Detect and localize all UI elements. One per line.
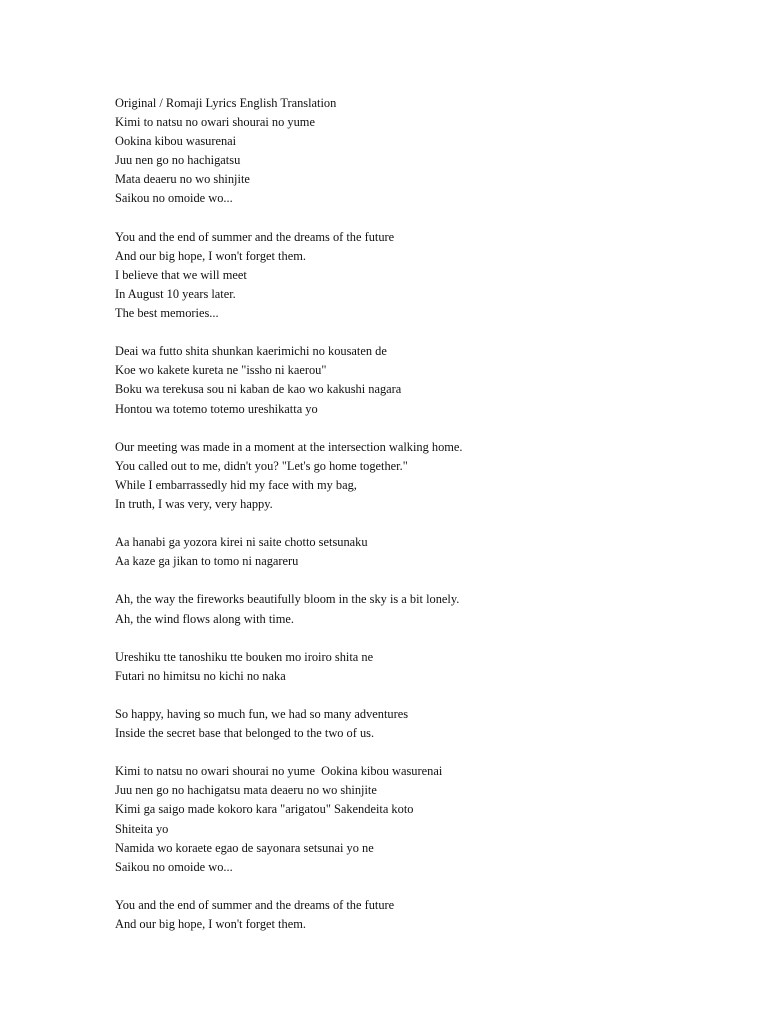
stanza-1-romaji xyxy=(115,113,735,208)
stanza-gap xyxy=(115,686,735,705)
lyric-line: Saikou no omoide wo... xyxy=(115,859,233,874)
lyric-line: You and the end of summer and the dreams of the future xyxy=(115,897,395,912)
lyric-line: In August 10 years later. xyxy=(115,286,236,301)
stanza-3-translation xyxy=(115,590,735,628)
lyric-line: Namida wo koraete egao de sayonara setsunai yo ne xyxy=(115,840,374,855)
stanza-gap xyxy=(115,209,735,228)
lyric-line: Kimi to natsu no owari shourai no yume Ookina kibou wasurenai xyxy=(115,764,443,779)
lyric-line: Futari no himitsu no kichi no naka xyxy=(115,668,286,683)
lyric-line: I believe that we will meet xyxy=(115,267,247,282)
lyrics-body xyxy=(115,94,735,934)
lyric-line: In truth, I was very, very happy. xyxy=(115,496,273,511)
lyric-line: And our big hope, I won't forget them. xyxy=(115,917,306,932)
lyric-line: The best memories... xyxy=(115,306,219,321)
lyric-line: Ah, the way the fireworks beautifully bloom in the sky is a bit lonely. xyxy=(115,592,460,607)
lyric-line: Boku wa terekusa sou ni kaban de kao wo kakushi nagara xyxy=(115,382,402,397)
stanza-2-translation xyxy=(115,438,735,514)
lyric-line: Saikou no omoide wo... xyxy=(115,191,233,206)
document-heading: Original / Romaji Lyrics English Translation xyxy=(115,96,337,110)
lyric-line: Hontou wa totemo totemo ureshikatta yo xyxy=(115,401,318,416)
lyric-line: Ureshiku tte tanoshiku tte bouken mo iroiro shita ne xyxy=(115,649,374,664)
lyric-line: Inside the secret base that belonged to the two of us. xyxy=(115,726,375,741)
stanza-5-translation xyxy=(115,896,735,934)
lyric-line: Koe wo kakete kureta ne "issho ni kaerou" xyxy=(115,363,327,378)
lyric-line: Ookina kibou wasurenai xyxy=(115,134,237,149)
stanza-gap xyxy=(115,323,735,342)
lyric-line: Aa hanabi ga yozora kirei ni saite chotto setsunaku xyxy=(115,535,368,550)
lyric-line: You and the end of summer and the dreams of the future xyxy=(115,229,395,244)
lyric-line: Our meeting was made in a moment at the intersection walking home. xyxy=(115,439,463,454)
stanza-2-romaji xyxy=(115,342,735,418)
lyric-line: Ah, the wind flows along with time. xyxy=(115,611,294,626)
lyric-line: So happy, having so much fun, we had so many adventures xyxy=(115,707,409,721)
stanza-3-romaji xyxy=(115,533,735,571)
lyric-line: Mata deaeru no wo shinjite xyxy=(115,172,250,187)
stanza-gap xyxy=(115,629,735,648)
lyric-line: Aa kaze ga jikan to tomo ni nagareru xyxy=(115,554,299,569)
stanza-gap xyxy=(115,571,735,590)
lyric-line: You called out to me, didn't you? "Let's go home together." xyxy=(115,458,408,473)
stanza-4-translation xyxy=(115,705,735,743)
lyric-line: While I embarrassedly hid my face with my bag, xyxy=(115,477,357,492)
lyric-line: Juu nen go no hachigatsu xyxy=(115,153,241,168)
lyric-line: Juu nen go no hachigatsu mata deaeru no wo shinjite xyxy=(115,783,377,798)
lyric-line: Shiteita yo xyxy=(115,821,169,836)
stanza-gap xyxy=(115,419,735,438)
lyric-line: Kimi to natsu no owari shourai no yume xyxy=(115,115,315,130)
stanza-1-translation xyxy=(115,228,735,323)
lyric-line: Kimi ga saigo made kokoro kara "arigatou" Sakendeita koto xyxy=(115,802,414,817)
stanza-gap xyxy=(115,743,735,762)
lyric-line: And our big hope, I won't forget them. xyxy=(115,248,306,263)
stanza-gap xyxy=(115,514,735,533)
stanza-4-romaji xyxy=(115,648,735,686)
stanza-5-romaji xyxy=(115,762,735,877)
stanza-gap xyxy=(115,877,735,896)
lyric-line: Deai wa futto shita shunkan kaerimichi no kousaten de xyxy=(115,344,387,359)
